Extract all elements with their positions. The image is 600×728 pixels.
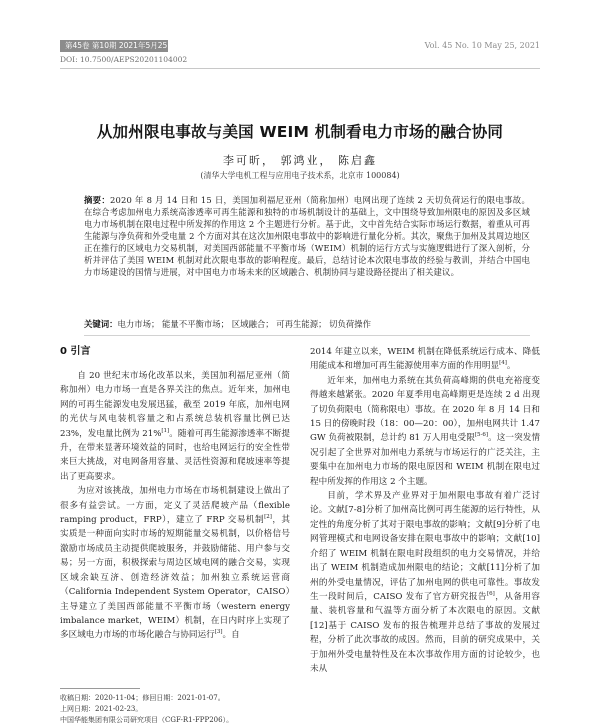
footnote-received: 收稿日期：2020-11-04；修回日期：2021-01-07。 (60, 694, 225, 702)
citation[interactable]: [4] (499, 360, 507, 367)
body-column-right (310, 345, 540, 676)
journal-issue-english: Vol. 45 No. 10 May 25, 2021 (424, 41, 540, 50)
abstract (84, 194, 530, 278)
citation[interactable]: [3] (214, 629, 223, 636)
citation[interactable]: [1] (161, 427, 170, 434)
paper-title: 从加州限电事故与美国 WEIM 机制看电力市场的融合协同 (96, 123, 504, 141)
abstract-text: 2020 年 8 月 14 日和 15 日，美国加利福尼亚州（简称加州）电网出现了连续 2 天切负荷运行的限电事故。在综合考虑加州电力系统高渗透率可再生能源和独特的市场机制设计的基础上，文中围绕导致加州限电的原因及多区域电力市场机制在限电过程中所发挥的作用这 2 个主题进行分析。基于此，文中首先结合实际市场运行数据，着重从可再生能源与净负荷和外受电量 2 个方面对其在这次加州限电事故中的影响进行量化分析。其次，聚焦于加州及其周边地区正在推行的区域电力交易机制，对美国西部能量不平衡市场（WEIM）机制的运行方式与实施逻辑进行了深入剖析，分析并评估了美国 WEIM 机制对此次限电事故的影响程度。最后，总结讨论本次限电事故的经验与教训，并结合中国电力市场建设的国情与进展，对中国电力市场未来的区域融合、机制协同与建设路径提出了相关建议。 (84, 195, 530, 277)
body-column-left (60, 345, 290, 643)
body-paragraph: 2014 年建立以来，WEIM 机制在降低系统运行成本、降低用能成本和增加可再生能源使用率方面的作用明显[4]。 (310, 347, 540, 372)
footnote-funding: 中国华能集团有限公司研究项目（CGF-R1-FPP206）。 (60, 716, 234, 724)
body-paragraph: 为应对该挑战，加州电力市场在市场机制建设上做出了很多有益尝试。一方面，定义了灵活爬坡产品（flexible ramping product，FRP），建立了 FRP 交易机制[2]，其实质是一种面向实时市场的短期能量交易机制，以价格信号激励市场成员主动提供爬坡服务，并鼓励储能、用户参与交易；另一方面，积极探索与周边区域电网的融合交易，实现区域余缺互济、创造经济效益；加州独立系统运营商（California Independent System Operator，CAISO）主导建立了美国西部能量不平衡市场（western energy imbalance market，WEIM）机制，在日内时序上实现了多区域电力市场的市场化融合与协同运行[3]。自 (60, 486, 290, 641)
body-paragraph: 目前，学术界及产业界对于加州限电事故有着广泛讨论。文献[7-8]分析了加州高比例可再生能源的运行特性，从定性的角度分析了其对于限电事故的影响；文献[9]分析了电网管理模式和电网设备安排在限电事故中的影响；文献[10]介绍了 WEIM 机制在限电时段组织的电力交易情况，并给出了 WEIM 机制造成加州限电的结论；文献[11]分析了加州的外受电量情况，评估了加州电网的供电可靠性。事故发生一段时间后，CAISO 发布了官方研究报告[6]，从备用容量、装机容量和气温等方面分析了本次限电的原因。文献[12]基于 CAISO 发布的报告梳理并总结了事故的发展过程，分析了此次事故的成因。然而，目前的研究成果中，关于加州外受电量特性及在本次事故作用方面的讨论较少，也未从 (310, 491, 540, 674)
section-heading-introduction: 0 引言 (60, 346, 91, 357)
citation[interactable]: [6] (486, 591, 495, 598)
abstract-divider (84, 335, 530, 336)
footnote-online: 上网日期：2021-02-23。 (60, 705, 143, 713)
affiliation: (清华大学电机工程与应用电子技术系，北京市 100084) (200, 171, 400, 180)
body-paragraph: 自 20 世纪末市场化改革以来，美国加利福尼亚州（简称加州）电力市场一直是各界关注的焦点。近年来，加州电网的可再生能源发电发展迅猛，截至 2019 年底，加州电网的光伏与风电装机容量之和占系统总装机容量比例已达 23%，发电量比例为 21%[1]。随着可再生能源渗透率不断提升，在带来显著环境效益的同时，也给电网运行的安全性带来巨大挑战，对电网备用容量、灵活性资源和爬坡速率等提出了更高要求。 (60, 371, 290, 482)
abstract-label: 摘要： (84, 195, 111, 205)
keywords-text: 电力市场； 能量不平衡市场； 区域融合； 可再生能源； 切负荷操作 (117, 319, 372, 329)
authors: 李可昕， 郭鸿业， 陈启鑫 (223, 154, 377, 167)
body-paragraph: 近年来，加州电力系统在其负荷高峰期的供电充裕度变得越来越紧张。2020 年夏季用电高峰期更是连续 2 d 出现了切负荷限电（简称限电）事故。在 2020 年 8 月 14 日和 15 日的傍晚时段（18：00—20：00），加州电网共计 1.47 GW 负荷被限制，总计约 81 万人用电受限[5-6]。这一突发情况引起了全世界对加州电力系统与市场运行的广泛关注，主要集中在加州电力市场的限电原因和 WEIM 机制在限电过程中所发挥的作用这 2 个主题。 (310, 375, 540, 487)
journal-issue-badge: 第45卷 第10期 2021年5月25日 (60, 40, 168, 52)
citation[interactable]: [2] (264, 514, 272, 521)
footnote-divider (60, 688, 140, 689)
citation[interactable]: [5-6] (474, 432, 489, 439)
header-divider (60, 68, 540, 69)
keywords-label: 关键词： (84, 319, 118, 329)
keywords (84, 318, 530, 330)
doi[interactable]: DOI: 10.7500/AEPS20201104002 (60, 55, 188, 64)
